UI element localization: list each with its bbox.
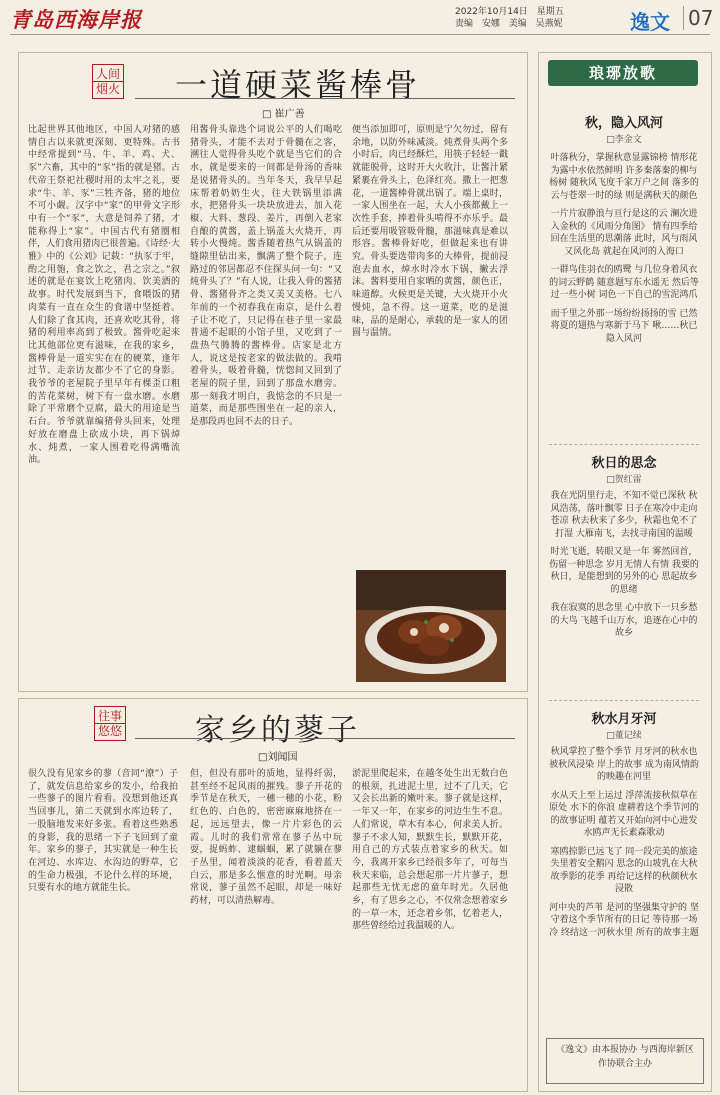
article2-author: □刘闻国: [258, 752, 298, 763]
poem2-author: □贺红雷: [606, 475, 642, 485]
article1-title[interactable]: 一道硬菜酱棒骨: [175, 66, 421, 104]
poem1-title[interactable]: 秋，隐入风河: [584, 116, 663, 131]
poem3-stanza: 秋风掌控了整个季节 月牙河的秋水也被秋风浸染 岸上的故事 成为南风情韵的映趣在河里: [549, 747, 699, 782]
article1-column-2: 用酱骨头靠选个词说公平的人们喝吃猪骨头，才能不去对于骨髓在之客，溯往人觉得骨头吃个就是当它们的合水，就是要来的一间都是骨汤的香味是说猪骨头的。当年冬天，我早早起床帮着奶奶生火，往大铁锅里添满水，把猪骨头一块块放进去，加入花椒、大料、葱段、姜片，再倒入老家自酿的黄酱，盖上锅盖大火烧开，再转小火慢炖。酱香随着热气从锅盖的缝隙里钻出来，飘满了整个院子，连路过的邻居都忍不住探头问一句：“又炖骨头了？”有人说，让我入骨的酱猪骨、酱猪骨齐之类又美又美格。七八年前的一个初春我在南京，是什么着子让不吃了，只记得在巷子里一家最普通不起眼的小馆子里，又吃到了一盘热气腾腾的酱棒骨。店家是北方人，说这是按老家的做法做的。我啃着骨头，吸着骨髓，恍惚间又回到了老屋的院子里，回到了那盘水磨旁。那一刻我才明白，我惦念的不只是一道菜，而是那些围坐在一起的亲人，是那段再也回不去的日子。: [190, 125, 342, 428]
article2-tag-line2: 悠悠: [97, 724, 122, 738]
article2-column-3: 淤泥里爬起来，在越冬处生出无数白色的根须，扎进泥土里，过不了几天，它又会长出新的嫩叶来。蓼子就是这样，一年又一年，在家乡的河边生生不息。人们常说，草木有本心，何求美人折。蓼子不求人知，默默生长，默默开花，用自己的方式装点着家乡的秋天。如今，我离开家乡已经很多年了，可每当秋天来临，总会想起那一片片蓼子，想起那些无忧无虑的童年时光。久居他乡，有了思乡之心，不仅常念想着家乡的一草一木，还念着乡邻，忆着老人，那些曾经给过我温暖的人。: [352, 769, 508, 932]
article1-column-1: 比起世界其他地区，中国人对猪的感情自古以来就更深刻、更特殊。古书中经常提到“马、牛、羊、鸡、犬、豕”六畜，其中的“豕”指的就是猪。古代帝王祭祀社稷时用的太牢之礼，要求“牛、羊、豕”三牲齐备，猪的地位不可小觑。汉字中“家”的甲骨文字形中有一个“豕”，大意是饲养了猪，才能称得上“家”。中国古代有猪圈相伴，人们食用猪肉已很普遍。《诗经·大雅》中的《公刘》记载：“执豕于牢，酌之用匏，食之饮之，君之宗之。”叙述的就是在宴饮上吃猪肉、饮美酒的故事。时代发展到当下，食喂饭的猪肉菜有一直在众生的食谱中坚挺着。人们除了食其肉，还喜欢吃其骨，将猪的利用率高到了极致。酱骨吃起来比其他部位更有滋味，在我的家乡，酱棒骨是一道实实在在的硬菜，逢年过节、走亲访友都少不了它的身影。我爷爷的老屋院子里早年有棵歪口粗的苦花菜树，树下有一盘水磨。水磨除了平常磨个豆腐，最大的用途是当石台。爷爷就靠编猪骨头回来，处理好放在磨盘上砍成小块，再下锅焯水、炖煮，一家人围着吃得满嘴流油。: [28, 125, 180, 466]
sidebar-divider: [549, 444, 699, 445]
article2-tag-line1: 往事: [95, 709, 125, 724]
article1-tag-line2: 烟火: [95, 82, 120, 96]
braised-pork-bone-photo: [356, 570, 506, 682]
poem1-stanza: 一群鸟佳羽衣的鸥鹭 与几位身着风衣的词云野鹤 随意题写东水遥无 然后等过一些小树 词色一下自己的雪泥鸿爪: [549, 265, 699, 300]
photo-illustration: [356, 570, 506, 682]
page-number: 07: [683, 6, 713, 30]
article2-column-1: 很久没有见家乡的蓼（音同“潦”）子了，就发信息给家乡的发小，给我拍一些蓼子的图片看看。没想到他还真当回事儿，第二天就到水库边转了，一股脑地发来好多张。看着这些熟悉的身影，我的思绪一下子飞回到了童年。家乡的蓼子，其实就是一种生长在河边、水库边、水沟边的野草，它的生命力极强，不论什么样的环境，只要有水的地方就能生长。: [28, 769, 178, 894]
section-name: 逸文: [630, 10, 670, 34]
poem2-stanza: 时光飞逝，转眼又是一年 雾然回首，伤留一种思念 岁月无情人有情 我要的秋日，是能想到的另外的心 思起故乡的思绪: [549, 547, 699, 595]
sidebar-header-title: 琅琊放歌: [588, 64, 657, 82]
issue-date: 2022年10月14日: [455, 7, 528, 17]
poem1-stanza: 一片片寂静浪与亘行是这的云 澜次进入金秋的《风雨分角图》 情有四季给回在生活里的思潮落 此时，风与雨风又风化岛 就起在风河的入海口: [550, 209, 698, 257]
header-divider: [10, 34, 710, 35]
editor-name: 安娜: [481, 19, 500, 29]
poem3-stanza: 水从天上至上运过 浮萍流接秋似草在原处 水下的你浪 虚耕着这个季节河的的故事证明 蕴若又开始向河中心进发 水鸥声无长素森歌动: [549, 790, 699, 838]
poem2-body: [549, 490, 699, 646]
article1-tag-line1: 人间: [93, 67, 123, 82]
sponsor-note: 《逸文》由本报协办 与西海岸新区作协联合主办: [556, 1045, 694, 1069]
header-info: [455, 6, 570, 30]
poem3-title[interactable]: 秋水月牙河: [591, 712, 657, 727]
poem1-author: □李金文: [606, 135, 642, 145]
poem1-stanza: 而千里之外那一场纷纷扬扬的雪 已然将夏的翅热与寒新于马下 啾……秋已隐入风河: [550, 308, 698, 344]
poem2-title[interactable]: 秋日的思念: [591, 456, 657, 471]
poem2-stanza: 我在寂寞的思念里 心中放下一只乡愁的大鸟 飞越千山万水，追逐在心中的故乡: [550, 603, 698, 638]
poem2-stanza: 我在光阴里行走，不知不觉已深秋 秋风浩荡，落叶飘零 日子在寒冷中走向苍凉 秋去秋来了多少，秋霜也免不了打湿 大雁南飞，去找寻南国的温暖: [550, 491, 698, 539]
editor-label: 责编: [455, 19, 474, 29]
article2-column-tag: [94, 706, 126, 741]
article2-column-2: 但，但没有那叶的质地，显得纤弱，甚至经不起风雨的摧残。蓼子开花的季节是在秋天，一穗一穗的小花，粉红色的、白色的，密密麻麻地挤在一起，远远望去，像一片片彩色的云霞。儿时的我们常常在蓼子丛中玩耍，捉蚂蚱、逮蝈蝈，累了就躺在蓼子丛里，闻着淡淡的花香，看着蓝天白云，那是多么惬意的时光啊。母亲常说，蓼子虽然不起眼，却是一味好药材，可以清热解毒。: [190, 769, 342, 907]
masthead: 青岛西海岸报: [10, 7, 142, 32]
issue-weekday: 星期五: [536, 7, 564, 17]
poem3-stanza: 河中央的芦苇 是河的坚强集守护的 坚守着这个季节所有的日记 等待那一场冷 终结这一河秋水里 所有的故事主题: [549, 902, 699, 938]
article1-author: □ 崔广善: [262, 109, 305, 120]
sidebar-divider: [549, 700, 699, 701]
poem1-stanza: 叶落秋分，掌握秋意显露锦榜 情形花为露中水依然鲜明 许多秦落秦的柳与杨树 随秋风飞度千家万户之间 落多的云与苍翠一时的绿 则是满秋天的颜色: [549, 153, 699, 201]
article1-column-3: 便当添加即可，原则是宁欠勿过，留有余地，以防外味减淡。炖煮骨头两个多小时后，肉已经酥烂，用筷子轻轻一戳就能脱骨，这时开大火收汁，让酱汁紧紧裹在骨头上，色泽红亮。撒上一把葱花，一道酱棒骨就出锅了。端上桌时，一家人围坐在一起，大人小孩都戴上一次性手套，捧着骨头啃得不亦乐乎。最后还要用吸管吸骨髓，那滋味真是难以形容。酱棒骨好吃，但做起来也有讲究。骨头要选带肉多的大棒骨，提前浸泡去血水，焯水时冷水下锅，撇去浮沫。酱料要用自家晒的黄酱，颜色正，味道醇。火候更是关键，大火烧开小火慢炖，急不得。这一道菜，吃的是滋味，品的是耐心，承载的是一家人的团圆与温情。: [352, 125, 508, 339]
poem3-body: [549, 746, 699, 945]
article2-title[interactable]: 家乡的蓼子: [195, 713, 360, 748]
article1-title-rule: [135, 98, 515, 99]
article1-column-tag: [92, 64, 124, 99]
designer-name: 吴燕妮: [535, 19, 563, 29]
designer-label: 美编: [508, 19, 527, 29]
article2-title-rule: [135, 738, 515, 739]
poem3-author: □董记续: [606, 731, 642, 741]
poem1-body: [549, 152, 699, 351]
poem3-stanza: 寒鸥掠影已远飞了 同一段完美的旅途失里着安全鹅闪 思念的山坡乳在大秋故季影的花季 再给记这样的秋颜秋水浸散: [550, 846, 698, 894]
